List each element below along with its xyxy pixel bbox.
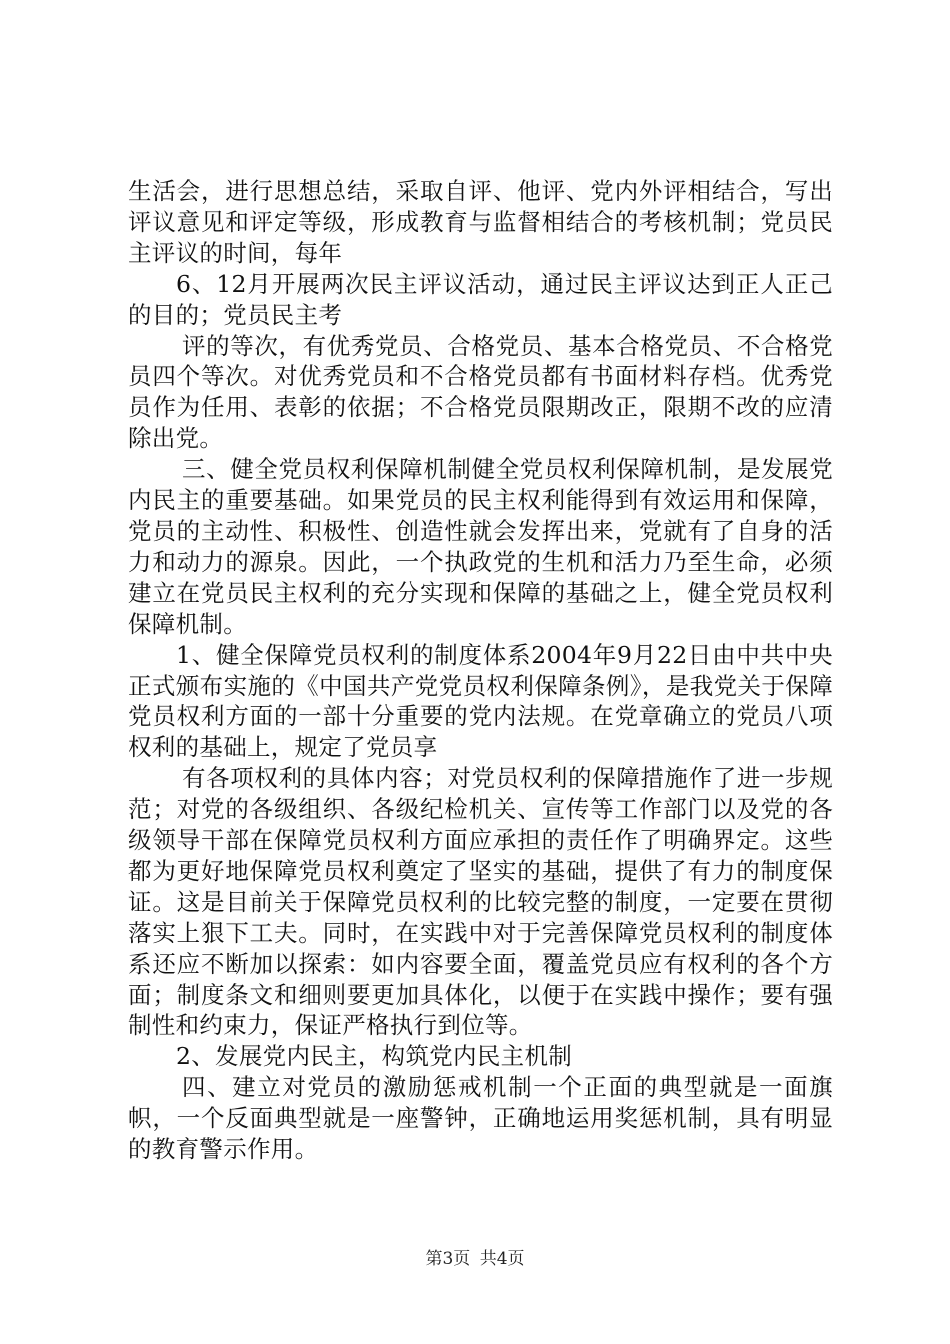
paragraph-6: 有各项权利的具体内容；对党员权利的保障措施作了进一步规范；对党的各级组织、各级纪检机关、宣传等工作部门以及党的各级领导干部在保障党员权利方面应承担的责任作了明确界定。这些都为更好地保障党员权利奠定了坚实的基础，提供了有力的制度保证。这是目前关于保障党员权利的比较完整的制度，一定要在贯彻落实上狠下工夫。同时，在实践中对于完善保障党员权利的制度体系还应不断加以探索：如内容要全面，覆盖党员应有权利的各个方面；制度条文和细则要更加具体化，以便于在实践中操作；要有强制性和约束力，保证严格执行到位等。 (128, 764, 833, 1040)
paragraph-2: 6、12月开展两次民主评议活动，通过民主评议达到正人正己的目的；党员民主考 (128, 269, 833, 329)
document-body (128, 176, 833, 1165)
paragraph-1: 生活会，进行思想总结，采取自评、他评、党内外评相结合，写出评议意见和评定等级，形成教育与监督相结合的考核机制；党员民主评议的时间，每年 (128, 177, 833, 267)
page-number: 第3页 (425, 1249, 471, 1269)
paragraph-7: 2、发展党内民主，构筑党内民主机制 (176, 1042, 573, 1071)
paragraph-5: 1、健全保障党员权利的制度体系2004年9月22日由中共中央正式颁布实施的《中国共产党党员权利保障条例》，是我党关于保障党员权利方面的一部十分重要的党内法规。在党章确立的党员八项权利的基础上，规定了党员享 (128, 640, 833, 762)
paragraph-3: 评的等次，有优秀党员、合格党员、基本合格党员、不合格党员四个等次。对优秀党员和不合格党员都有书面材料存档。优秀党员作为任用、表彰的依据；不合格党员限期改正，限期不改的应清除出党。 (128, 331, 833, 453)
paragraph-8: 四、建立对党员的激励惩戒机制一个正面的典型就是一面旗帜，一个反面典型就是一座警钟，正确地运用奖惩机制，具有明显的教育警示作用。 (128, 1073, 833, 1164)
page-total: 共4页 (479, 1249, 525, 1269)
paragraph-4: 三、健全党员权利保障机制健全党员权利保障机制，是发展党内民主的重要基础。如果党员的民主权利能得到有效运用和保障，党员的主动性、积极性、创造性就会发挥出来，党就有了自身的活力和动力的源泉。因此，一个执政党的生机和活力乃至生命，必须建立在党员民主权利的充分实现和保障的基础之上，健全党员权利保障机制。 (128, 455, 833, 638)
page-footer (0, 1244, 950, 1269)
